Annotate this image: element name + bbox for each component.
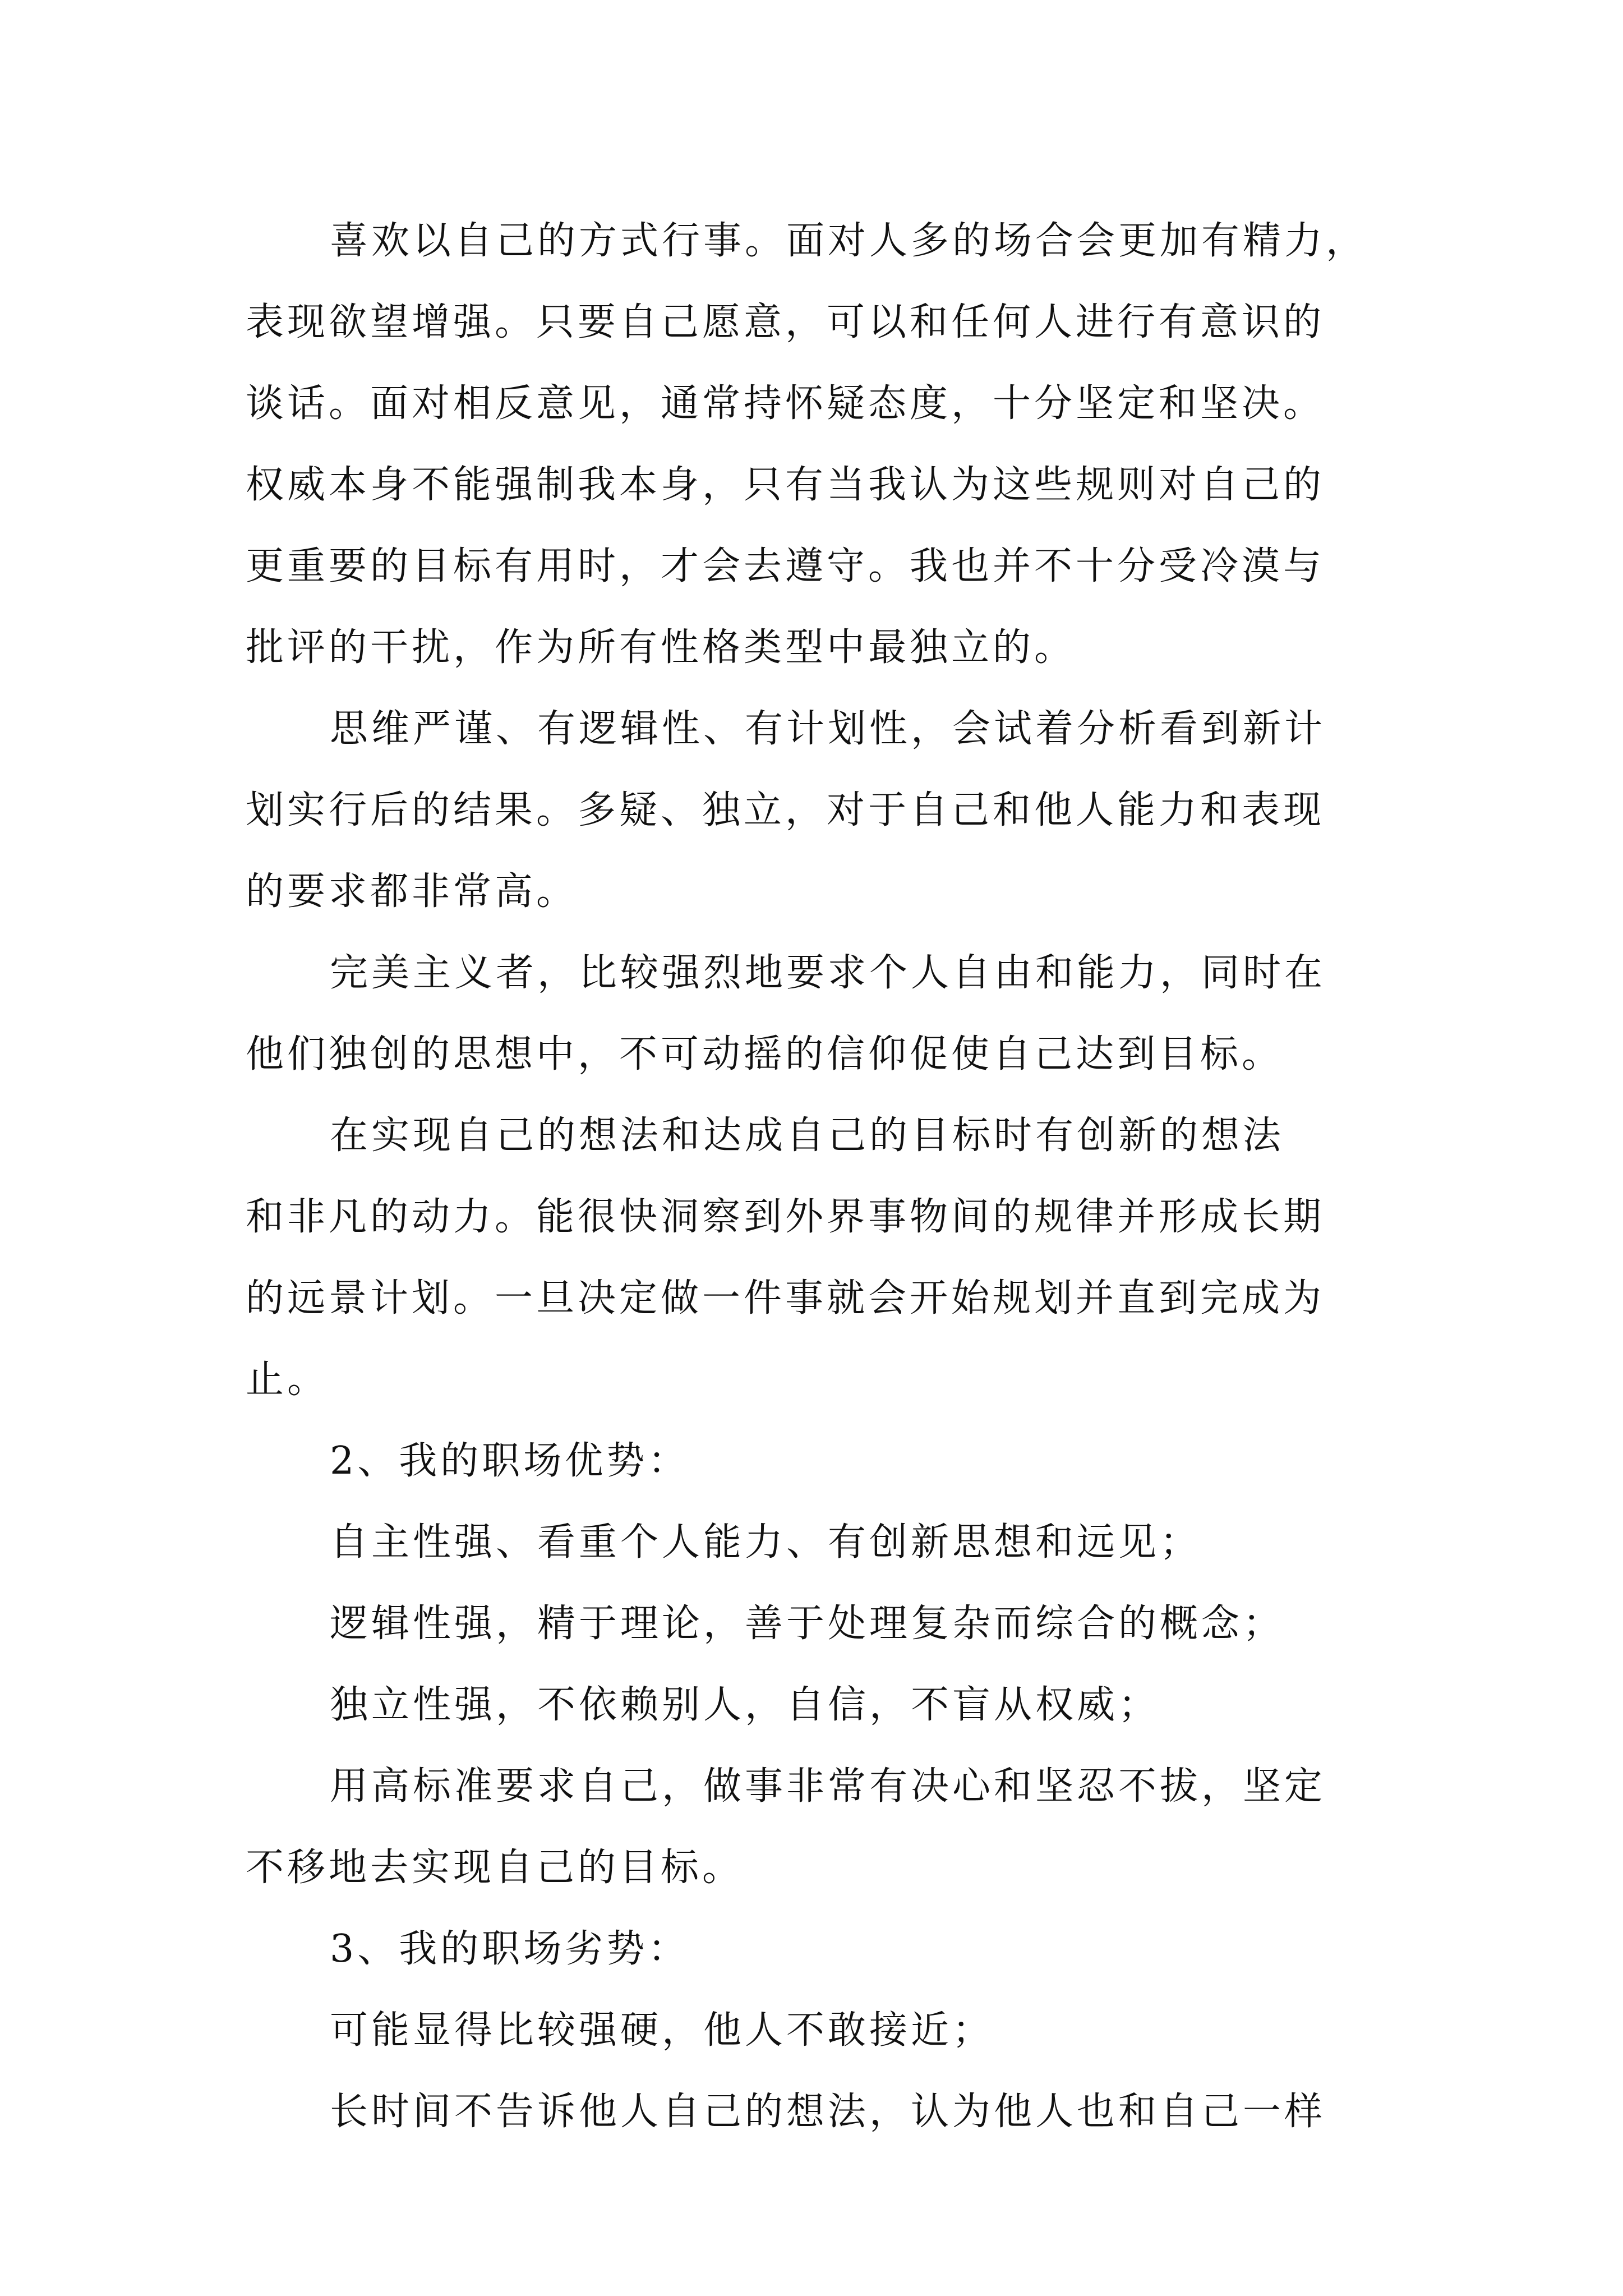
text-line: 的远景计划。一旦决定做一件事就会开始规划并直到完成为 [246,1276,1325,1320]
section-heading-weaknesses [246,1908,1384,1990]
text-line: 完美主义者，比较强烈地要求个人自由和能力，同时在 [330,951,1326,995]
strength-item [246,1502,1384,1583]
paragraph-innovation [246,1095,1384,1420]
weakness-item [246,1990,1384,2071]
weakness-item [246,2071,1384,2152]
text-line: 用高标准要求自己，做事非常有决心和坚忍不拔，坚定 [330,1764,1326,1809]
paragraph-thinking [246,688,1384,932]
section-heading-strengths [246,1420,1384,1502]
text-line: 独立性强，不依赖别人，自信，不盲从权威； [330,1683,1160,1727]
text-line: 权威本身不能强制我本身，只有当我认为这些规则对自己的 [246,463,1325,507]
strength-item [246,1583,1384,1664]
text-line: 不移地去实现自己的目标。 [246,1846,744,1890]
text-line: 划实行后的结果。多疑、独立，对于自己和他人能力和表现 [246,788,1325,832]
heading-line: 2、我的职场优势： [330,1439,690,1483]
text-line: 批评的干扰，作为所有性格类型中最独立的。 [246,625,1076,670]
paragraph-personality [246,200,1384,688]
text-line: 他们独创的思想中，不可动摇的信仰促使自己达到目标。 [246,1032,1284,1076]
text-line: 和非凡的动力。能很快洞察到外界事物间的规律并形成长期 [246,1195,1325,1239]
text-line: 止。 [246,1358,329,1402]
text-line: 逻辑性强，精于理论，善于处理复杂而综合的概念； [330,1602,1285,1646]
text-line: 谈话。面对相反意见，通常持怀疑态度，十分坚定和坚决。 [246,381,1325,426]
text-line: 在实现自己的想法和达成自己的目标时有创新的想法 [330,1114,1285,1158]
strength-item [246,1746,1384,1908]
document-body [246,200,1384,2152]
text-line: 表现欲望增强。只要自己愿意，可以和任何人进行有意识的 [246,300,1325,344]
strength-item [246,1664,1384,1746]
heading-line: 3、我的职场劣势： [330,1927,690,1971]
text-line: 更重要的目标有用时，才会去遵守。我也并不十分受冷漠与 [246,544,1325,588]
text-line: 的要求都非常高。 [246,869,578,914]
text-line: 自主性强、看重个人能力、有创新思想和远见； [330,1520,1202,1565]
paragraph-perfectionist [246,932,1384,1095]
text-line: 思维严谨、有逻辑性、有计划性，会试着分析看到新计 [330,707,1326,751]
text-line: 可能显得比较强硬，他人不敢接近； [330,2008,994,2053]
text-line: 长时间不告诉他人自己的想法，认为他人也和自己一样 [330,2090,1326,2134]
text-line: 喜欢以自己的方式行事。面对人多的场合会更加有精力， [330,219,1368,263]
